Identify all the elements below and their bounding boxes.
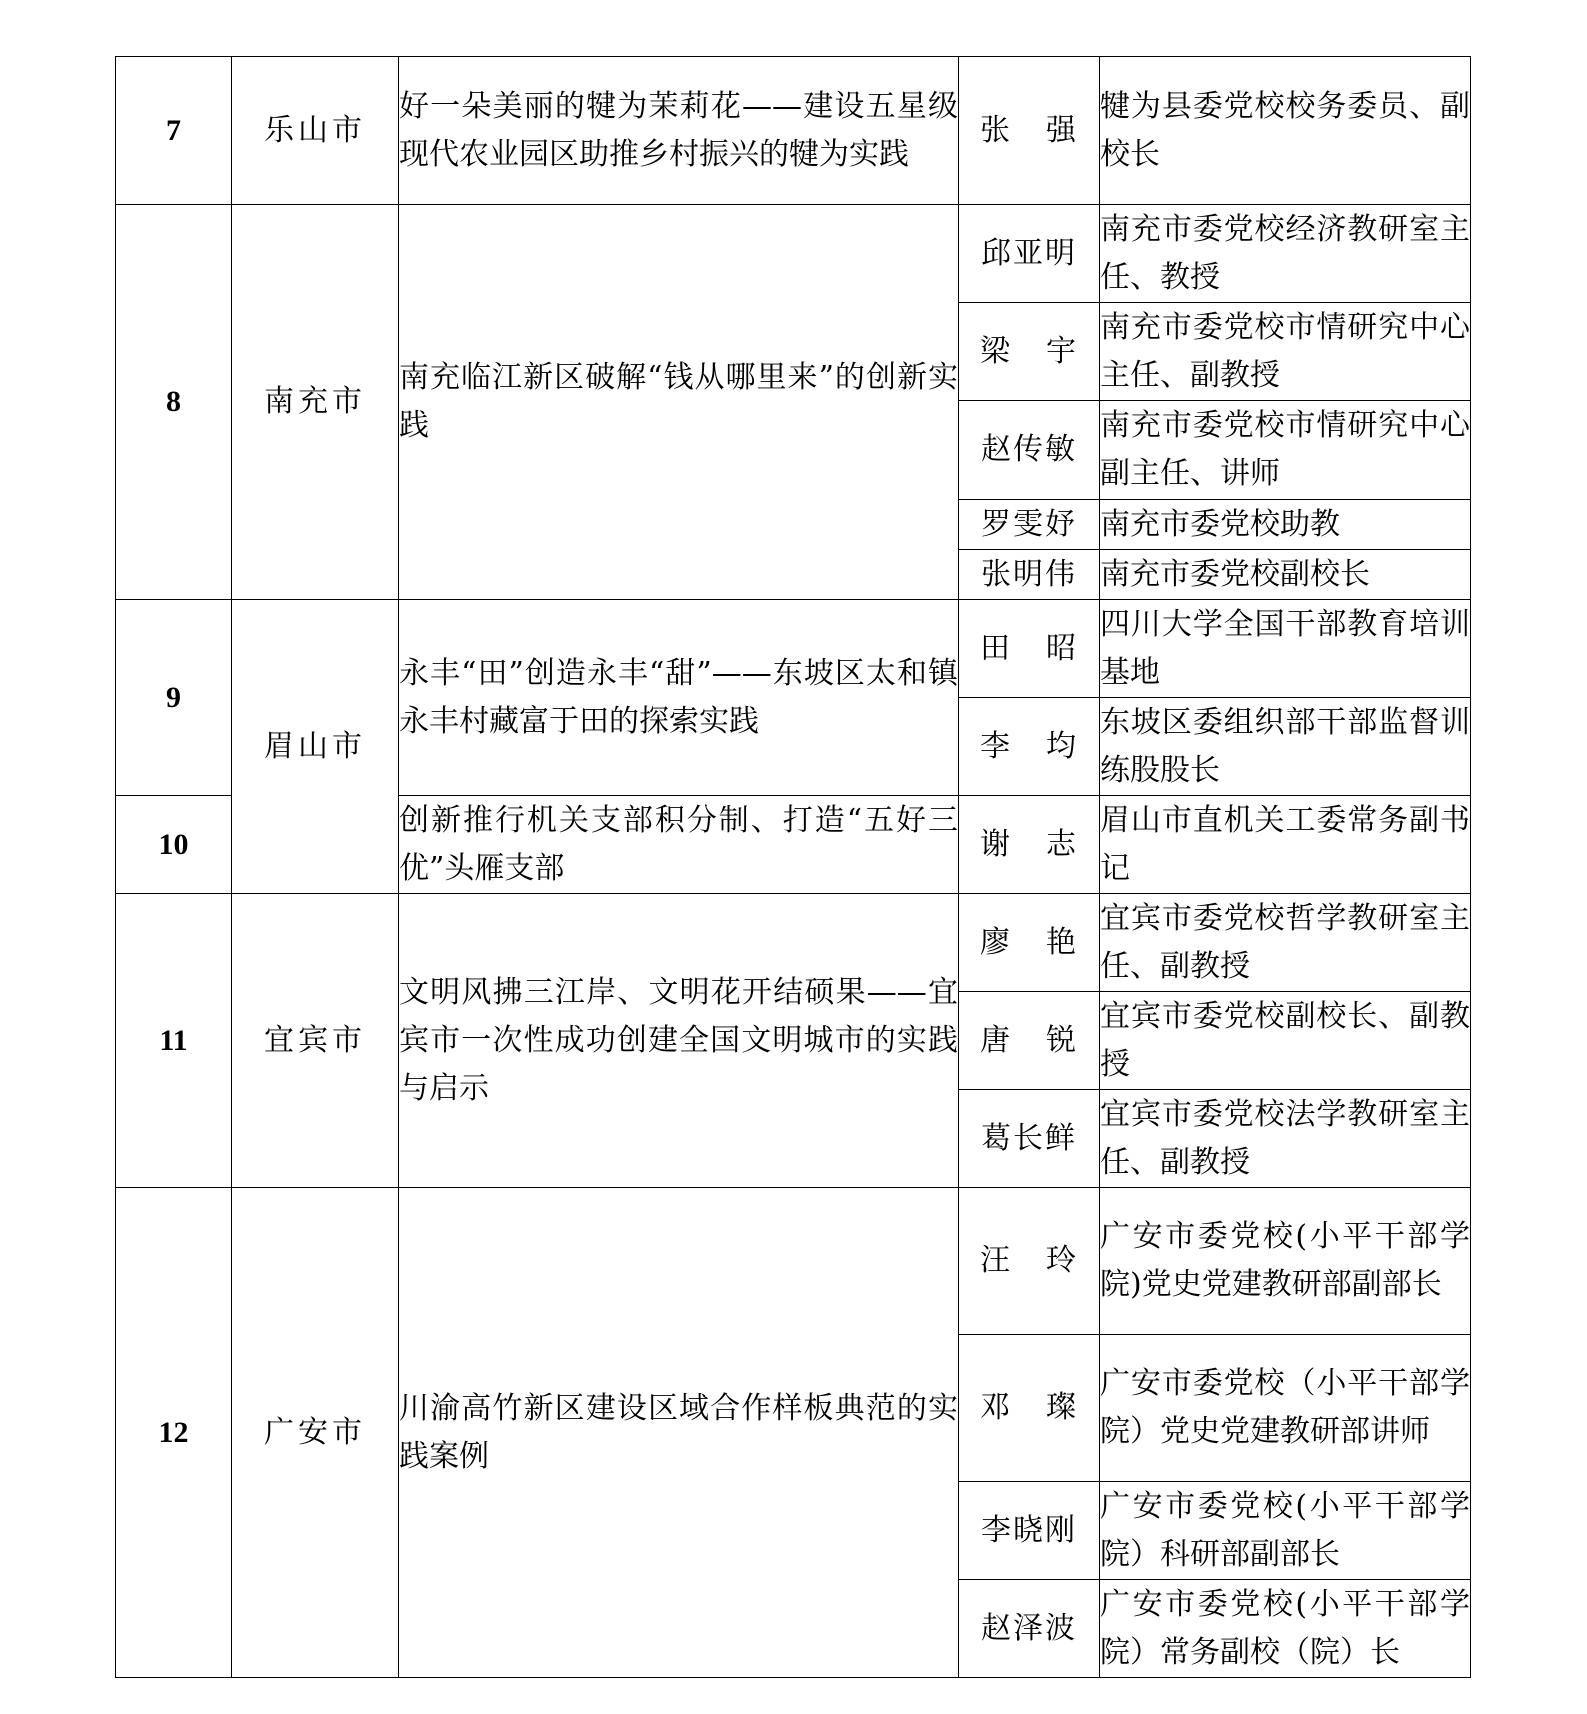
city-cell: 广安市: [232, 1188, 399, 1678]
author-name: 张 强: [959, 57, 1100, 205]
author-position: 广安市委党校(小平干部学院）常务副校（院）长: [1100, 1580, 1471, 1678]
author-name: 罗雯妤: [959, 500, 1100, 550]
case-title: 文明风拂三江岸、文明花开结硕果——宜宾市一次性成功创建全国文明城市的实践与启示: [399, 894, 959, 1188]
case-title: 川渝高竹新区建设区域合作样板典范的实践案例: [399, 1188, 959, 1678]
author-name: 邱亚明: [959, 205, 1100, 303]
table-row: [116, 1188, 1471, 1335]
author-position: 东坡区委组织部干部监督训练股股长: [1100, 698, 1471, 796]
table-row: [116, 894, 1471, 992]
author-name: 唐 锐: [959, 992, 1100, 1090]
author-name: 汪 玲: [959, 1188, 1100, 1335]
row-number: 8: [116, 205, 232, 600]
author-position: 南充市委党校助教: [1100, 500, 1471, 550]
author-position: 宜宾市委党校哲学教研室主任、副教授: [1100, 894, 1471, 992]
author-name: 田 昭: [959, 600, 1100, 698]
author-name: 赵传敏: [959, 401, 1100, 500]
author-name: 谢 志: [959, 796, 1100, 894]
row-number: 11: [116, 894, 232, 1188]
author-name: 梁 宇: [959, 303, 1100, 401]
author-position: 南充市委党校市情研究中心副主任、讲师: [1100, 401, 1471, 500]
case-list-table: [115, 56, 1471, 1678]
row-number: 7: [116, 57, 232, 205]
table-row: [116, 205, 1471, 303]
author-name: 李晓刚: [959, 1482, 1100, 1580]
author-position: 广安市委党校（小平干部学院）党史党建教研部讲师: [1100, 1335, 1471, 1482]
table-row: [116, 600, 1471, 698]
table-row: [116, 57, 1471, 205]
row-number: 9: [116, 600, 232, 796]
row-number: 10: [116, 796, 232, 894]
author-position: 犍为县委党校校务委员、副校长: [1100, 57, 1471, 205]
author-position: 广安市委党校(小平干部学院)党史党建教研部副部长: [1100, 1188, 1471, 1335]
author-position: 四川大学全国干部教育培训基地: [1100, 600, 1471, 698]
author-name: 李 均: [959, 698, 1100, 796]
case-title: 创新推行机关支部积分制、打造“五好三优”头雁支部: [399, 796, 959, 894]
author-position: 南充市委党校市情研究中心主任、副教授: [1100, 303, 1471, 401]
case-title: 好一朵美丽的犍为茉莉花——建设五星级现代农业园区助推乡村振兴的犍为实践: [399, 57, 959, 205]
case-title: 南充临江新区破解“钱从哪里来”的创新实践: [399, 205, 959, 600]
city-cell: 南充市: [232, 205, 399, 600]
author-name: 赵泽波: [959, 1580, 1100, 1678]
author-name: 邓 璨: [959, 1335, 1100, 1482]
author-position: 广安市委党校(小平干部学院）科研部副部长: [1100, 1482, 1471, 1580]
author-position: 南充市委党校经济教研室主任、教授: [1100, 205, 1471, 303]
author-position: 眉山市直机关工委常务副书记: [1100, 796, 1471, 894]
author-name: 张明伟: [959, 550, 1100, 600]
case-title: 永丰“田”创造永丰“甜”——东坡区太和镇永丰村藏富于田的探索实践: [399, 600, 959, 796]
city-cell: 乐山市: [232, 57, 399, 205]
author-position: 宜宾市委党校副校长、副教授: [1100, 992, 1471, 1090]
author-position: 宜宾市委党校法学教研室主任、副教授: [1100, 1090, 1471, 1188]
author-name: 廖 艳: [959, 894, 1100, 992]
city-cell: 眉山市: [232, 600, 399, 894]
city-cell: 宜宾市: [232, 894, 399, 1188]
row-number: 12: [116, 1188, 232, 1678]
author-name: 葛长鲜: [959, 1090, 1100, 1188]
author-position: 南充市委党校副校长: [1100, 550, 1471, 600]
